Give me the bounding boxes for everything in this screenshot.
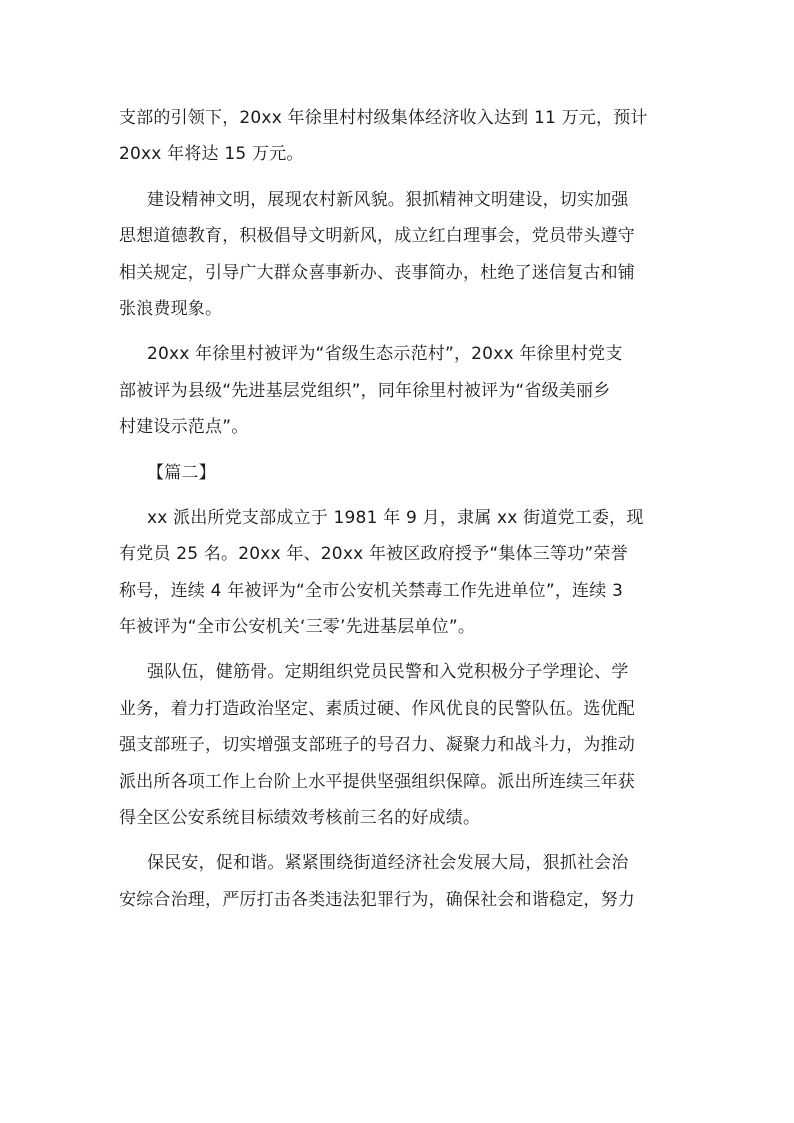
- text-line: 村建设示范点”。: [119, 417, 249, 438]
- text-line: 部被评为县级“先进基层党组织”，同年徐里村被评为“省级美丽乡: [119, 380, 611, 401]
- text-line: 强队伍，健筋骨。定期组织党员民警和入党积极分子学理论、学: [147, 662, 629, 683]
- text-line: 称号，连续 4 年被评为“全市公安机关禁毒工作先进单位”，连续 3: [119, 580, 624, 601]
- text-line: 有党员 25 名。20xx 年、20xx 年被区政府授予“集体三等功”荣誉: [119, 544, 628, 565]
- paragraph-civilization: [119, 182, 675, 328]
- text-line: 强支部班子，切实增强支部班子的号召力、凝聚力和战斗力，为推动: [119, 735, 635, 756]
- paragraph-gap: [119, 645, 675, 654]
- text-line: 支部的引领下，20xx 年徐里村村级集体经济收入达到 11 万元，预计: [119, 108, 648, 128]
- document-body: [119, 100, 675, 918]
- text-line: xx 派出所党支部成立于 1981 年 9 月，隶属 xx 街道党工委，现: [147, 507, 644, 528]
- paragraph-gap: [119, 836, 675, 845]
- text-line: 20xx 年徐里村被评为“省级生态示范村”，20xx 年徐里村党支: [147, 344, 623, 365]
- text-line: 得全区公安系统目标绩效考核前三名的好成绩。: [119, 808, 481, 829]
- section-heading-part-two: [119, 455, 675, 491]
- section-heading: 【篇二】: [147, 462, 216, 483]
- text-line: 业务，着力打造政治坚定、素质过硬、作风优良的民警队伍。选优配: [119, 698, 635, 719]
- paragraph-gap: [119, 491, 675, 500]
- paragraph-gap: [119, 446, 675, 455]
- paragraph-police-intro: [119, 500, 675, 646]
- paragraph-economy-end: [119, 100, 675, 173]
- text-line: 思想道德教育，积极倡导文明新风，成立红白理事会，党员带头遵守: [119, 226, 635, 247]
- text-line: 相关规定，引导广大群众喜事新办、丧事简办，杜绝了迷信复古和铺: [119, 262, 635, 283]
- text-line: 派出所各项工作上台阶上水平提供坚强组织保障。派出所连续三年获: [119, 771, 635, 792]
- paragraph-gap: [119, 327, 675, 336]
- paragraph-honors: [119, 336, 675, 445]
- paragraph-team-building: [119, 654, 675, 836]
- text-line: 保民安，促和谐。紧紧围绕街道经济社会发展大局，狠抓社会治: [147, 853, 629, 874]
- text-line: 建设精神文明，展现农村新风貌。狠抓精神文明建设，切实加强: [147, 189, 629, 210]
- text-line: 20xx 年将达 15 万元。: [119, 144, 304, 165]
- text-line: 年被评为“全市公安机关‘三零’先进基层单位”。: [119, 617, 476, 638]
- text-line: 张浪费现象。: [119, 298, 223, 319]
- paragraph-gap: [119, 173, 675, 182]
- text-line: 安综合治理，严厉打击各类违法犯罪行为，确保社会和谐稳定，努力: [119, 889, 635, 910]
- paragraph-public-security: [119, 845, 675, 918]
